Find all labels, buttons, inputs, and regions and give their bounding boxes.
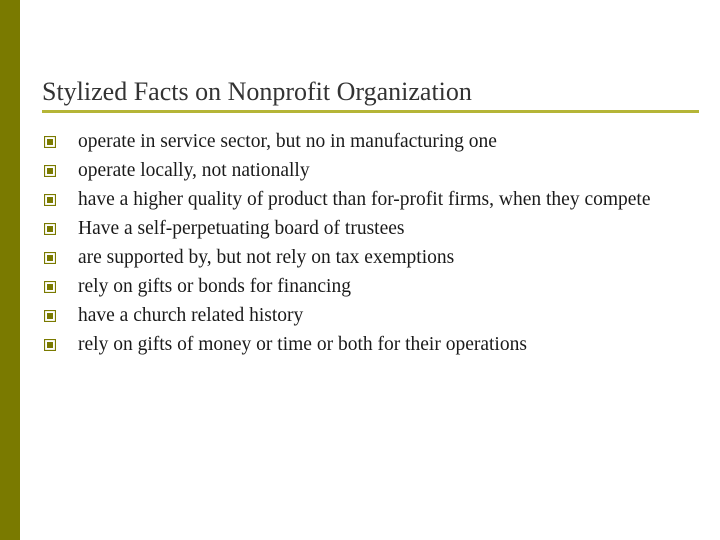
bullet-item	[42, 304, 692, 328]
bullet-item	[42, 130, 692, 154]
square-bullet-icon	[44, 252, 56, 264]
bullet-text: have a higher quality of product than for-profit firms, when they compete	[78, 189, 651, 210]
bullet-text: Have a self-perpetuating board of trustees	[78, 218, 405, 239]
square-bullet-icon	[44, 194, 56, 206]
side-accent-bar	[0, 0, 20, 540]
square-bullet-icon	[44, 136, 56, 148]
bullet-item	[42, 246, 692, 270]
title-underline	[42, 110, 699, 113]
bullet-text: operate in service sector, but no in manufacturing one	[78, 131, 497, 152]
square-bullet-icon	[44, 165, 56, 177]
square-bullet-icon	[44, 310, 56, 322]
bullet-list	[42, 130, 692, 362]
square-bullet-icon	[44, 281, 56, 293]
square-bullet-icon	[44, 223, 56, 235]
square-bullet-icon	[44, 339, 56, 351]
bullet-text: rely on gifts of money or time or both for their operations	[78, 334, 527, 355]
bullet-text: rely on gifts or bonds for financing	[78, 276, 351, 297]
bullet-item	[42, 275, 692, 299]
slide-title: Stylized Facts on Nonprofit Organization	[42, 77, 472, 106]
bullet-text: are supported by, but not rely on tax exemptions	[78, 247, 455, 268]
bullet-item	[42, 217, 692, 241]
bullet-item	[42, 333, 692, 357]
bullet-item	[42, 159, 692, 183]
bullet-text: operate locally, not nationally	[78, 160, 310, 181]
bullet-text: have a church related history	[78, 305, 304, 326]
bullet-item	[42, 188, 692, 212]
